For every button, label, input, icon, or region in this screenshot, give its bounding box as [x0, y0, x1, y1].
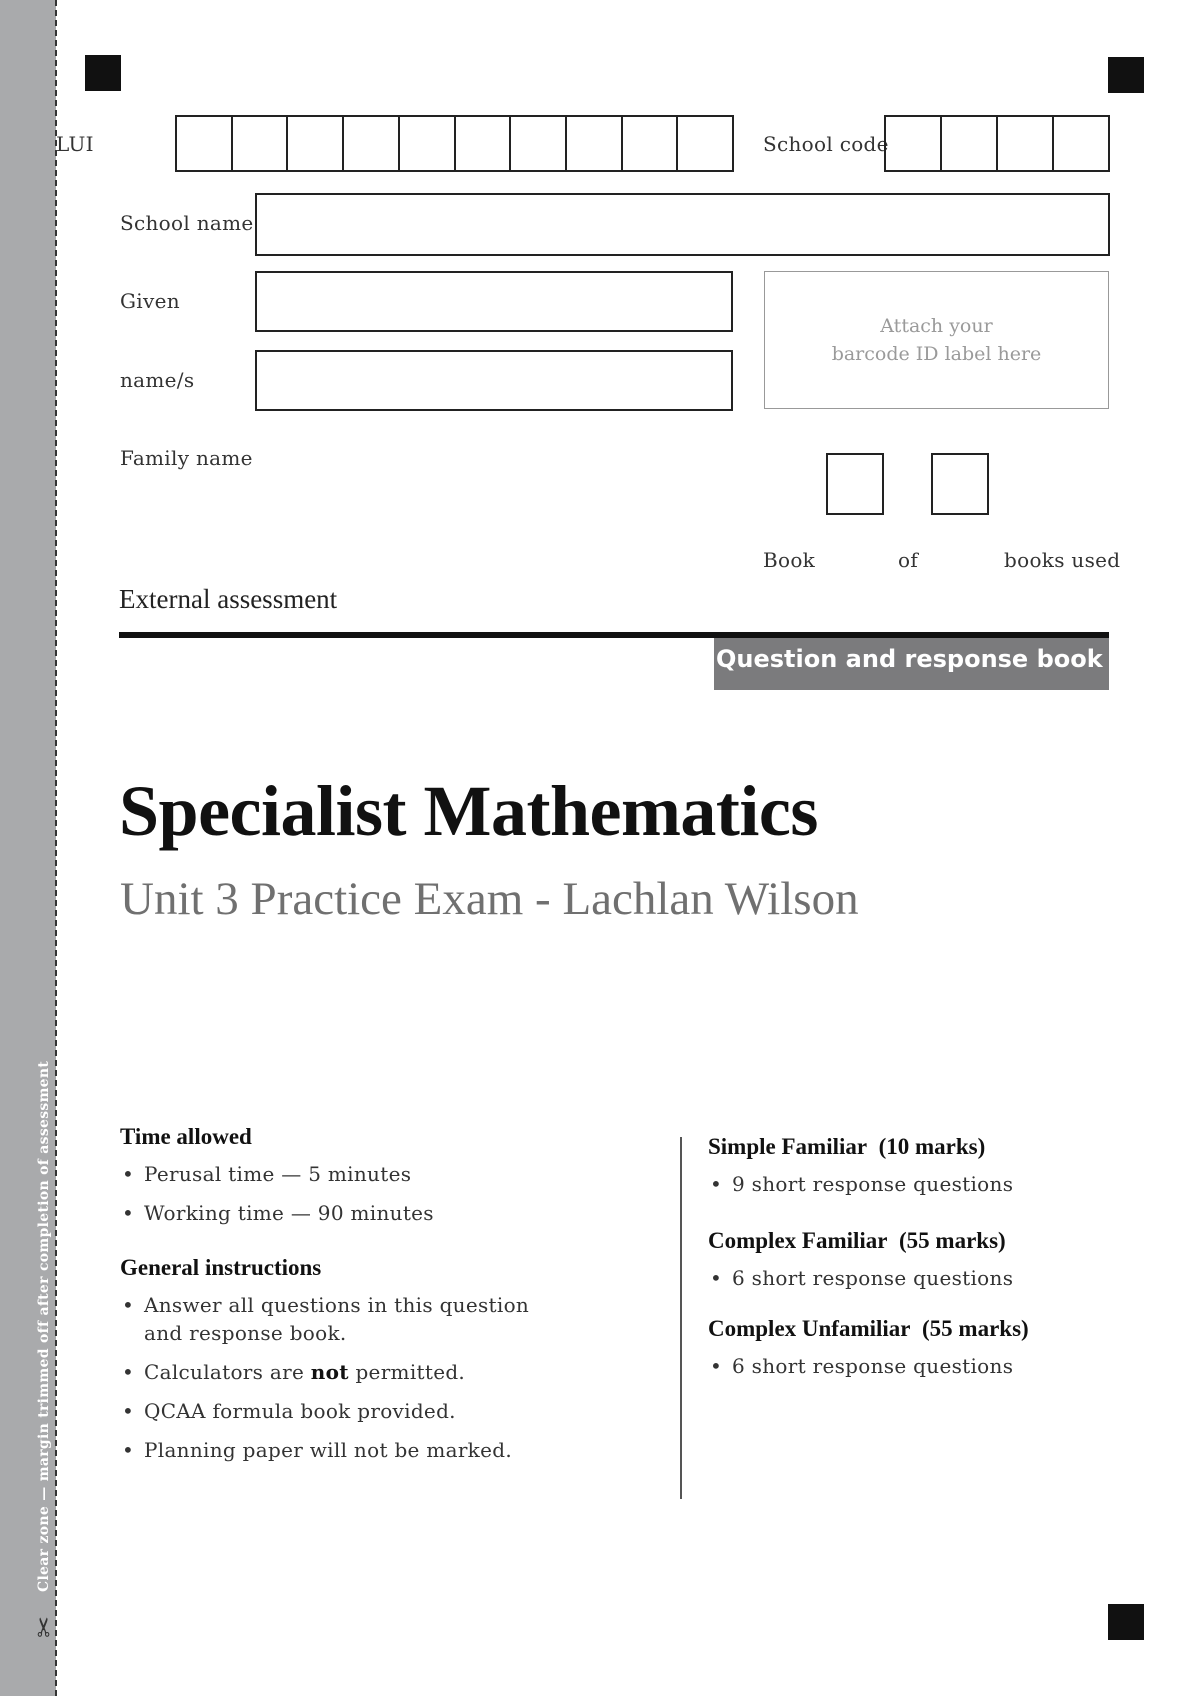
section-title: Simple Familiar: [708, 1134, 868, 1159]
of-label: of: [898, 548, 919, 572]
list-item: • Working time — 90 minutes: [120, 1199, 640, 1227]
section-heading: [708, 1134, 1108, 1160]
section-title: Complex Unfamiliar: [708, 1316, 911, 1341]
family-name-label: Family name: [120, 446, 253, 470]
school-name-label: School name: [120, 211, 254, 235]
lui-label: LUI: [56, 132, 94, 156]
section-marks: (55 marks): [922, 1316, 1029, 1341]
lui-box[interactable]: [511, 117, 567, 170]
book-number-box[interactable]: [826, 453, 884, 515]
list-item: [120, 1358, 640, 1386]
lui-box[interactable]: [567, 117, 623, 170]
names-label: name/s: [120, 368, 195, 392]
lui-box[interactable]: [623, 117, 679, 170]
calculators-emphasis: not: [310, 1360, 349, 1384]
list-item: • 6 short response questions: [708, 1264, 1108, 1292]
lui-box[interactable]: [678, 117, 732, 170]
clear-zone-text: Clear zone — margin trimmed off after completion of assessment: [36, 1060, 52, 1592]
lui-box[interactable]: [400, 117, 456, 170]
section-complex-familiar: [708, 1228, 1108, 1292]
registration-mark-bottom-right: [1108, 1604, 1144, 1640]
calculators-text-prefix: Calculators are: [144, 1360, 311, 1384]
school-code-box[interactable]: [1054, 117, 1108, 170]
section-title: Complex Familiar: [708, 1228, 888, 1253]
left-instructions-column: [120, 1124, 640, 1475]
lui-box[interactable]: [177, 117, 233, 170]
section-heading: [708, 1316, 1108, 1342]
lui-box[interactable]: [456, 117, 512, 170]
section-heading: [708, 1228, 1108, 1254]
family-name-field[interactable]: [255, 350, 733, 411]
school-code-box[interactable]: [942, 117, 998, 170]
lui-box[interactable]: [344, 117, 400, 170]
list-item: • 6 short response questions: [708, 1352, 1108, 1380]
given-label: Given: [120, 289, 180, 313]
list-item: • Answer all questions in this question and response book.: [120, 1291, 564, 1347]
trim-line: [55, 0, 57, 1696]
list-item: • Perusal time — 5 minutes: [120, 1160, 640, 1188]
list-item: • QCAA formula book provided.: [120, 1397, 640, 1425]
registration-mark-top-left: [85, 55, 121, 91]
lui-input-boxes[interactable]: [175, 115, 734, 172]
calculators-text-suffix: permitted.: [348, 1360, 466, 1384]
time-allowed-list: [120, 1160, 640, 1227]
school-name-field[interactable]: [255, 193, 1110, 256]
section-list: [708, 1352, 1108, 1380]
column-divider: [680, 1137, 682, 1499]
list-item: • Planning paper will not be marked.: [120, 1436, 640, 1464]
scissors-icon: ✂: [29, 1616, 60, 1638]
exam-subtitle: Unit 3 Practice Exam - Lachlan Wilson: [120, 873, 859, 925]
books-total-box[interactable]: [931, 453, 989, 515]
section-list: [708, 1264, 1108, 1292]
lui-box[interactable]: [233, 117, 289, 170]
section-list: [708, 1170, 1108, 1198]
book-label: Book: [763, 548, 816, 572]
school-code-box[interactable]: [886, 117, 942, 170]
school-code-boxes[interactable]: [884, 115, 1110, 172]
barcode-label-area: [764, 271, 1109, 409]
assessment-type: External assessment: [119, 584, 338, 614]
section-simple-familiar: [708, 1134, 1108, 1198]
school-code-label: School code: [763, 132, 889, 156]
list-item: • 9 short response questions: [708, 1170, 1108, 1198]
general-instructions-list: [120, 1291, 640, 1464]
barcode-line-2: barcode ID label here: [831, 343, 1042, 365]
time-allowed-heading: Time allowed: [120, 1124, 252, 1149]
right-sections-column: [708, 1134, 1108, 1391]
section-complex-unfamiliar: [708, 1316, 1108, 1380]
section-marks: (10 marks): [878, 1134, 986, 1159]
question-response-banner: Question and response book: [714, 638, 1109, 690]
barcode-line-1: Attach your: [880, 315, 993, 337]
registration-mark-top-right: [1108, 57, 1144, 93]
exam-title: Specialist Mathematics: [119, 771, 818, 851]
school-code-box[interactable]: [998, 117, 1054, 170]
lui-box[interactable]: [288, 117, 344, 170]
general-instructions-heading: General instructions: [120, 1255, 322, 1280]
section-marks: (55 marks): [899, 1228, 1006, 1253]
books-used-label: books used: [1004, 548, 1121, 572]
given-names-field[interactable]: [255, 271, 733, 332]
